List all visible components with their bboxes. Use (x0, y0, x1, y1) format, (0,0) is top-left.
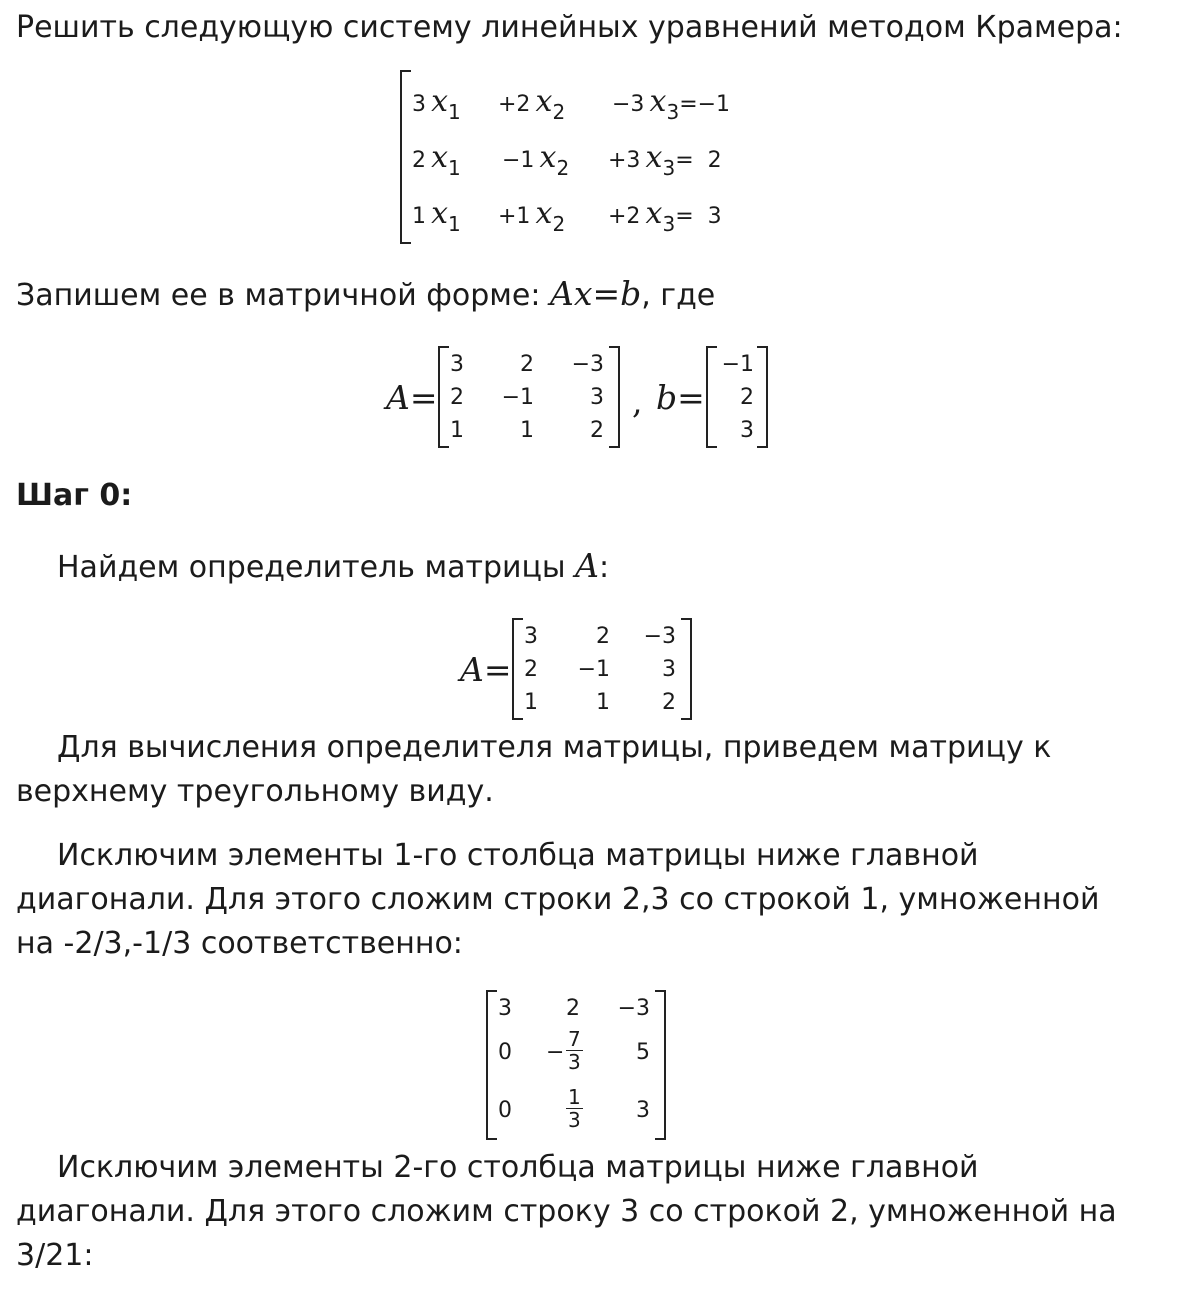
A2-cell: 2 (524, 657, 538, 682)
label-A: A= (386, 378, 438, 417)
A2-cell: −1 (577, 657, 610, 682)
eq1-term2: +2 $x_2$ (498, 84, 566, 124)
M1-cell: 2 (566, 996, 580, 1021)
intro-text: Решить следующую систему линейных уравнений методом Крамера: (16, 10, 1123, 45)
M1-cell: 0 (498, 1098, 512, 1123)
b-cell: −1 (721, 352, 754, 377)
matrix-A (438, 346, 620, 448)
M1-cell: 3 (498, 996, 512, 1021)
M1-cell: 5 (636, 1040, 650, 1065)
vector-b (706, 346, 768, 448)
A-cell: 2 (520, 352, 534, 377)
elim1-text-1: Исключим элементы 1-го столбца матрицы ниже главной (57, 838, 979, 873)
elim2-text-2: диагонали. Для этого сложим строку 3 со строкой 2, умноженной на (16, 1194, 1117, 1229)
matrix-step1 (486, 990, 666, 1140)
eq1-term1: 3 $x_1$ (412, 84, 461, 124)
triangle-text-2: верхнему треугольному виду. (16, 774, 494, 809)
label-A-2: A= (460, 650, 512, 689)
A-cell: 1 (520, 418, 534, 443)
elim2-text-1: Исключим элементы 2-го столбца матрицы ниже главной (57, 1150, 979, 1185)
A2-cell: 3 (524, 624, 538, 649)
eq2-term2: −1 $x_2$ (502, 140, 570, 180)
find-det-text: Найдем определитель матрицы A: (57, 546, 610, 585)
A-cell: 3 (590, 385, 604, 410)
M1-sign: − (546, 1040, 565, 1065)
A2-cell: 2 (596, 624, 610, 649)
system-brace (400, 70, 411, 244)
equation-system (400, 70, 760, 242)
A-cell: 1 (450, 418, 464, 443)
M1-cell: 0 (498, 1040, 512, 1065)
A-cell: 2 (590, 418, 604, 443)
M1-cell: 3 (636, 1098, 650, 1123)
A-cell: 3 (450, 352, 464, 377)
A-cell: −3 (571, 352, 604, 377)
elim2-text-3: 3/21: (16, 1238, 94, 1273)
A2-cell: −3 (643, 624, 676, 649)
eq3-term3: +2 $x_3= 3$ (608, 196, 722, 236)
matrix-A-2 (512, 618, 692, 720)
elim1-text-3: на -2/3,-1/3 соответственно: (16, 926, 463, 961)
M1-cell: −3 (617, 996, 650, 1021)
step-title: Шаг 0: (16, 478, 133, 513)
label-b: b= (656, 378, 705, 417)
A2-cell: 2 (662, 690, 676, 715)
A2-cell: 1 (524, 690, 538, 715)
A-cell: −1 (501, 385, 534, 410)
eq3-term2: +1 $x_2$ (498, 196, 566, 236)
triangle-text-1: Для вычисления определителя матрицы, приведем матрицу к (57, 730, 1052, 765)
matrix-form-formula: Ax=b (550, 274, 642, 313)
b-cell: 3 (740, 418, 754, 443)
elim1-text-2: диагонали. Для этого сложим строки 2,3 со строкой 1, умноженной (16, 882, 1100, 917)
comma: , (632, 382, 643, 421)
matrix-form-line: Запишем ее в матричной форме: Ax=b, где (16, 274, 716, 313)
eq1-term3: −3 $x_3=-1$ (612, 84, 731, 124)
b-cell: 2 (740, 385, 754, 410)
A-cell: 2 (450, 385, 464, 410)
eq2-term3: +3 $x_3= 2$ (608, 140, 722, 180)
A2-cell: 3 (662, 657, 676, 682)
eq2-term1: 2 $x_1$ (412, 140, 461, 180)
A2-cell: 1 (596, 690, 610, 715)
fraction-1-3: $\frac{1}{3}$ (568, 1085, 581, 1132)
eq3-term1: 1 $x_1$ (412, 196, 461, 236)
fraction-minus-7-3: $\frac{7}{3}$ (568, 1027, 581, 1074)
